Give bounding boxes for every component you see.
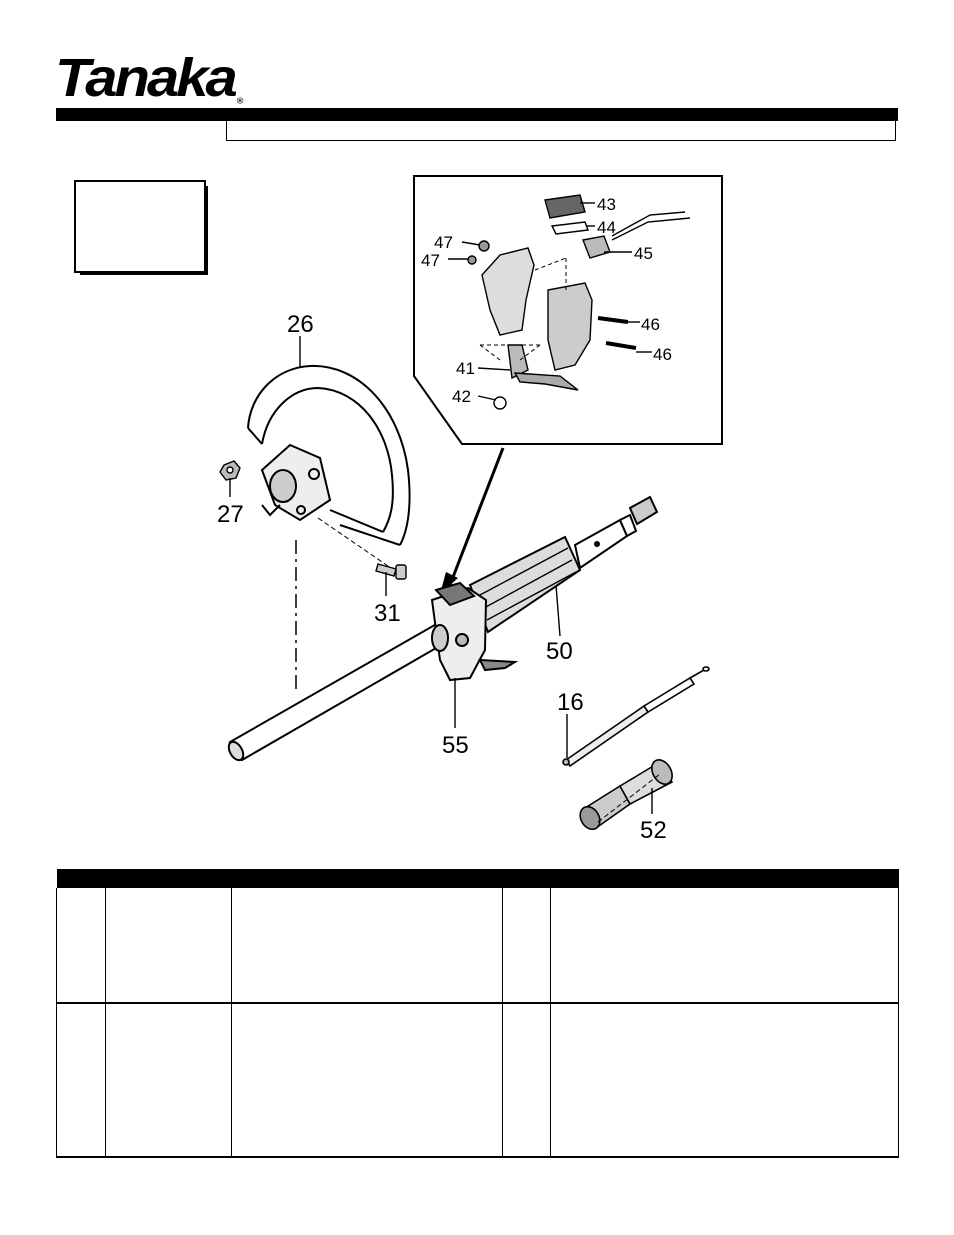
- callout-26: 26: [287, 311, 314, 338]
- table-cell: [232, 888, 503, 1003]
- callout-52: 52: [640, 817, 667, 844]
- table-cell: [106, 888, 232, 1003]
- table-header-row: [57, 869, 899, 888]
- callout-46-upper: 46: [641, 315, 660, 334]
- bolt-31-guide: [318, 518, 388, 566]
- callout-50: 50: [546, 638, 573, 665]
- table-cell: [106, 1003, 232, 1157]
- callout-42: 42: [452, 387, 471, 406]
- bolt-31: [376, 564, 406, 579]
- callout-45: 45: [634, 244, 653, 263]
- callout-44: 44: [597, 218, 616, 237]
- main-handle-assembly: [432, 497, 657, 680]
- callout-43: 43: [597, 195, 616, 214]
- table-cell: [57, 888, 106, 1003]
- table-cell: [551, 888, 899, 1003]
- callout-47-upper: 47: [434, 233, 453, 252]
- callout-16: 16: [557, 689, 584, 716]
- callout-46-lower: 46: [653, 345, 672, 364]
- callout-55: 55: [442, 732, 469, 759]
- table-cell: [503, 888, 551, 1003]
- throttle-cable: [563, 667, 709, 766]
- table-cell: [232, 1003, 503, 1157]
- header-qty: [503, 869, 551, 888]
- table-cell: [57, 1003, 106, 1157]
- table-cell: [551, 1003, 899, 1157]
- callout-41: 41: [456, 359, 475, 378]
- loop-handle: [248, 366, 410, 545]
- table-row: [57, 888, 899, 1003]
- inset-arrow-line: [448, 448, 503, 590]
- header-description: [232, 869, 503, 888]
- header-ref-no: [57, 869, 106, 888]
- callout-27: 27: [217, 501, 244, 528]
- header-notes: [551, 869, 899, 888]
- table-cell: [503, 1003, 551, 1157]
- callout-47-lower: 47: [421, 251, 440, 270]
- header-part-no: [106, 869, 232, 888]
- nut-27: [220, 461, 240, 480]
- drive-shaft-tube: [226, 622, 450, 763]
- registered-mark: ®: [236, 96, 244, 106]
- parts-list-table: [56, 869, 899, 1158]
- logo-text: Tanaka: [55, 48, 235, 109]
- callout-31: 31: [374, 600, 401, 627]
- table-row: [57, 1003, 899, 1157]
